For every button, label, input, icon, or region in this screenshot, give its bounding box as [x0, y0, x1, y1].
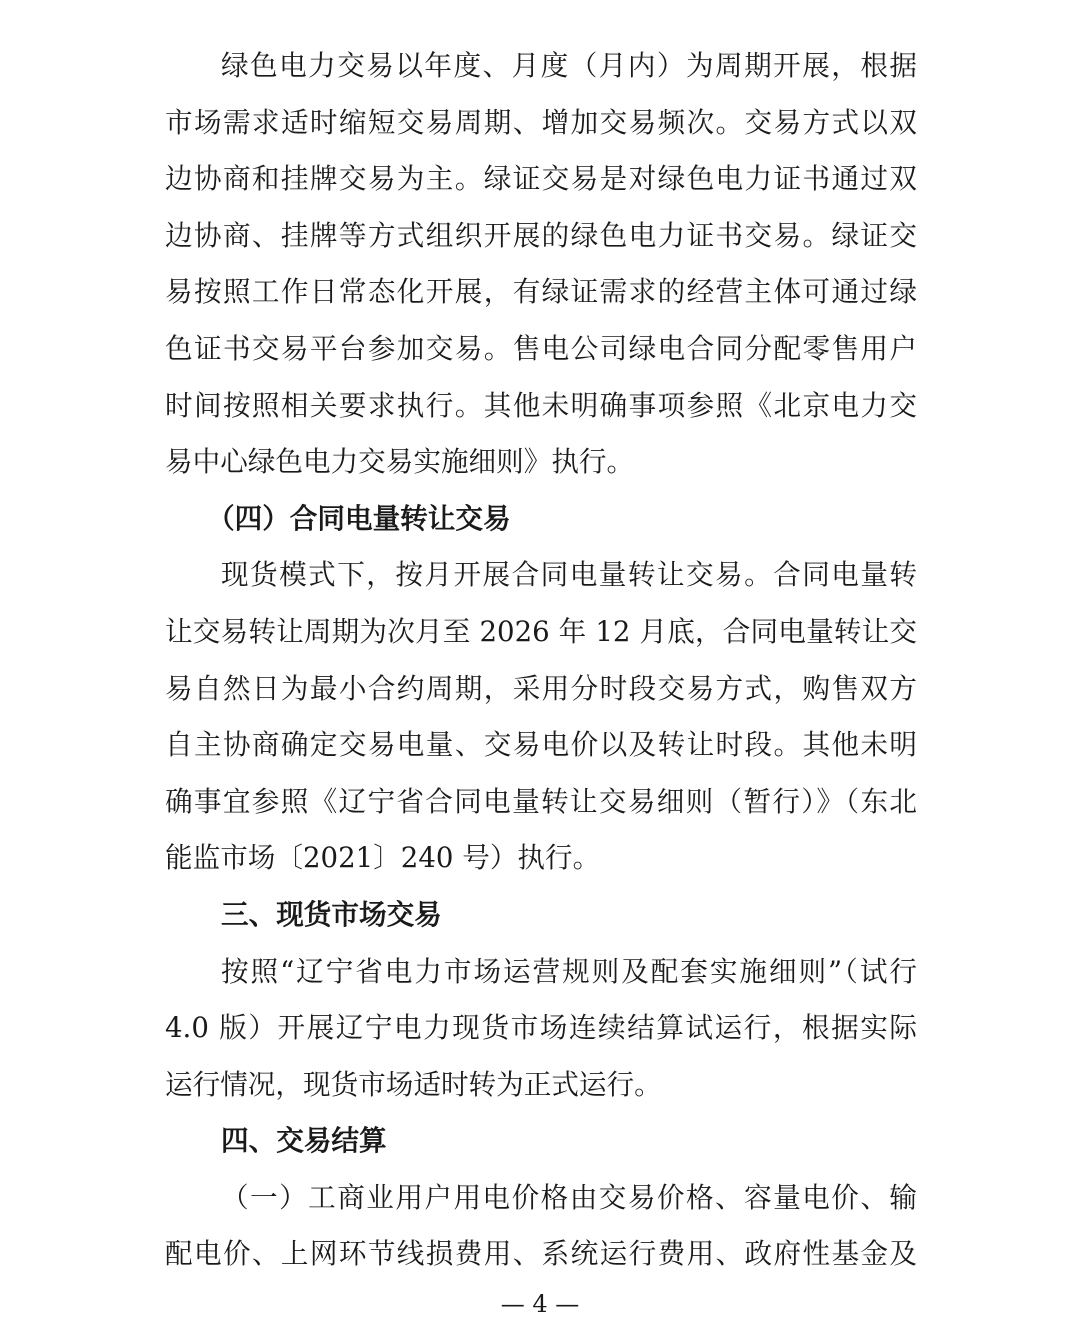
section-heading-contract-transfer: （四）合同电量转让交易 — [207, 501, 511, 535]
text-line: 时间按照相关要求执行。其他未明确事项参照《北京电力交 — [165, 388, 917, 422]
paragraph-settlement — [165, 1170, 917, 1283]
text-line: 绿色电力交易以年度、月度（月内）为周期开展，根据 — [221, 49, 917, 82]
text-line: 让交易转让周期为次月至 2026 年 12 月底，合同电量转让交 — [165, 614, 917, 648]
text-line: 易按照工作日常态化开展，有绿证需求的经营主体可通过绿 — [165, 275, 917, 309]
text-line: 市场需求适时缩短交易周期、增加交易频次。交易方式以双 — [165, 105, 917, 139]
paragraph-contract-transfer — [165, 547, 917, 887]
text-line: 边协商、挂牌等方式组织开展的绿色电力证书交易。绿证交 — [165, 218, 917, 252]
text-line: 自主协商确定交易电量、交易电价以及转让时段。其他未明 — [165, 728, 917, 762]
text-line: 配电价、上网环节线损费用、系统运行费用、政府性基金及 — [165, 1237, 917, 1271]
text-line: 运行情况，现货市场适时转为正式运行。 — [165, 1067, 662, 1101]
text-line: 能监市场〔2021〕240 号）执行。 — [165, 841, 601, 875]
text-line: （一）工商业用户用电价格由交易价格、容量电价、输 — [221, 1180, 917, 1214]
document-page — [165, 38, 917, 1283]
paragraph-green-power-trading — [165, 38, 917, 491]
section-heading-settlement: 四、交易结算 — [221, 1124, 387, 1158]
text-line: 色证书交易平台参加交易。售电公司绿电合同分配零售用户 — [165, 331, 917, 365]
page-number: — 4 — — [500, 1290, 580, 1318]
text-line: 现货模式下，按月开展合同电量转让交易。合同电量转 — [221, 558, 917, 592]
text-line: 边协商和挂牌交易为主。绿证交易是对绿色电力证书通过双 — [165, 162, 917, 196]
paragraph-spot-market — [165, 944, 917, 1114]
text-line: 易中心绿色电力交易实施细则》执行。 — [165, 445, 635, 479]
text-line: 易自然日为最小合约周期，采用分时段交易方式，购售双方 — [165, 671, 917, 705]
section-heading-spot-market: 三、现货市场交易 — [221, 897, 442, 931]
text-line: 按照“辽宁省电力市场运营规则及配套实施细则”（试行 — [221, 954, 917, 988]
text-line: 4.0 版）开展辽宁电力现货市场连续结算试运行，根据实际 — [165, 1011, 917, 1045]
text-line: 确事宜参照《辽宁省合同电量转让交易细则（暂行）》（东北 — [165, 784, 917, 818]
